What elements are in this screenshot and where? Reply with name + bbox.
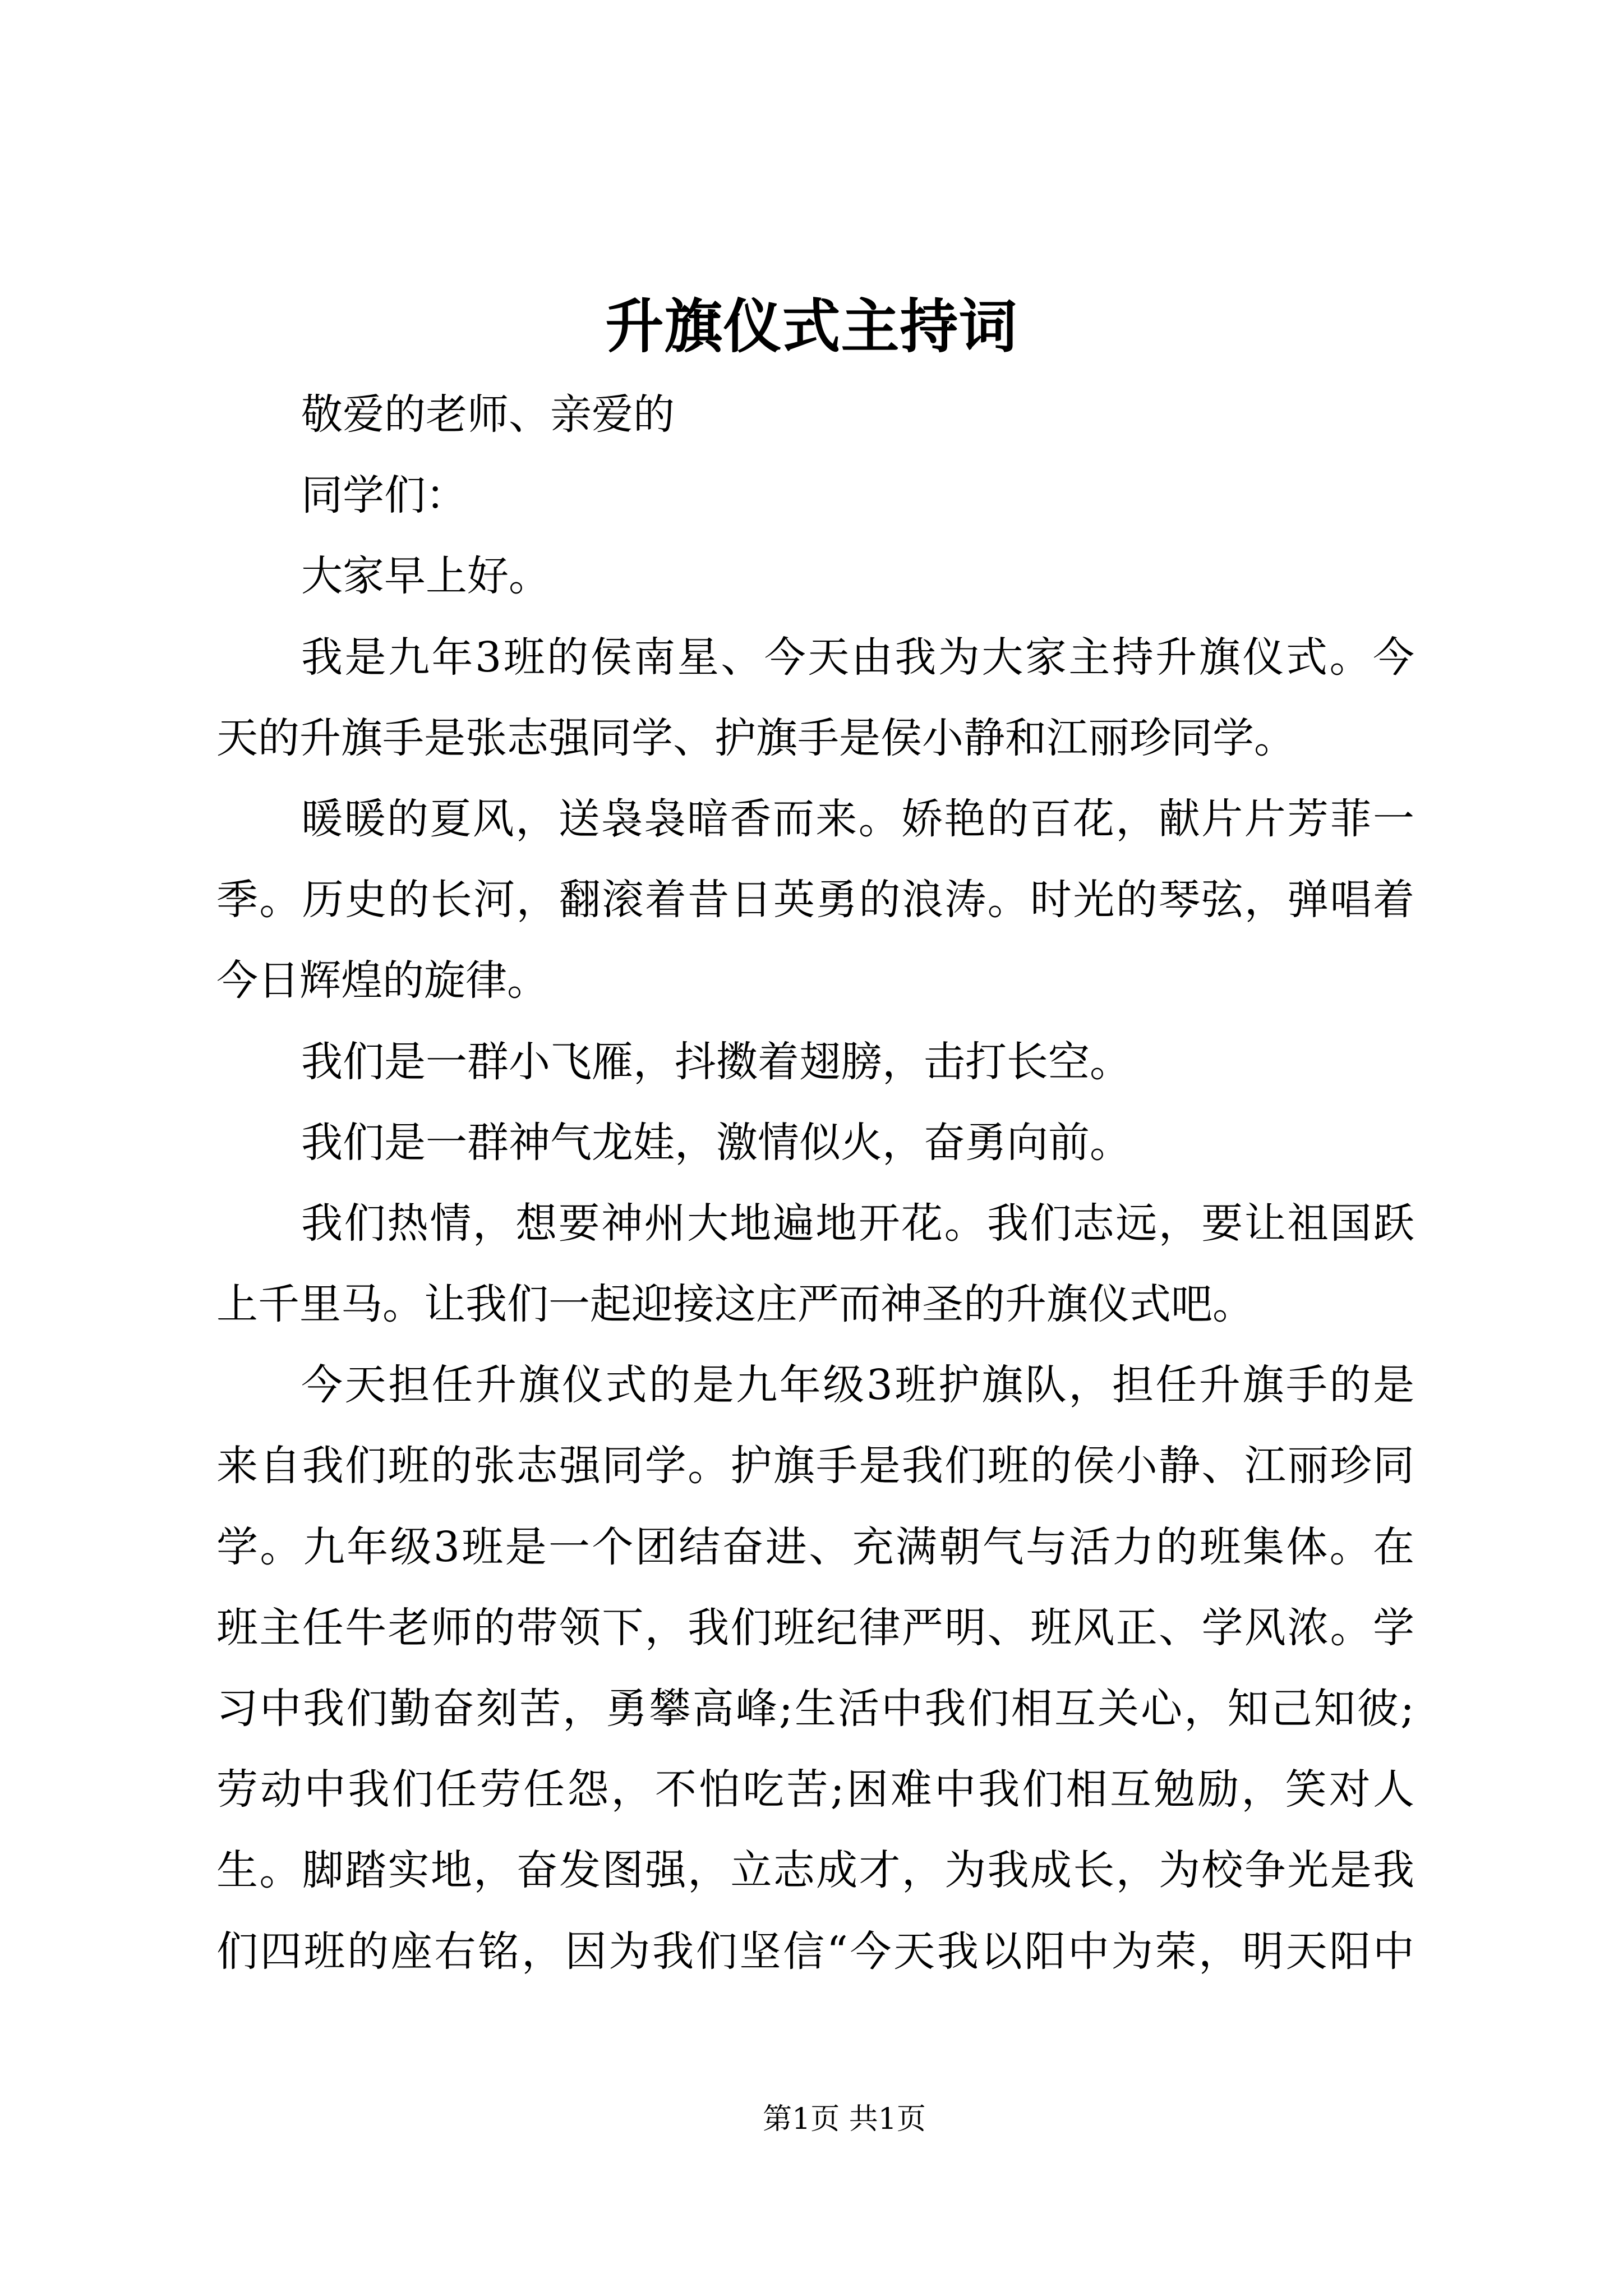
paragraph-line: 暖暖的夏风，送袅袅暗香而来。娇艳的百花，献片片芳菲一	[301, 794, 1414, 843]
paragraph-line: 大家早上好。	[301, 552, 550, 601]
document-title: 升旗仪式主持词	[605, 292, 1018, 361]
paragraph-line: 们四班的座右铭，因为我们坚信“今天我以阳中为荣，明天阳中	[216, 1927, 1414, 1976]
paragraph-line: 我是九年3班的侯南星、今天由我为大家主持升旗仪式。今	[301, 633, 1414, 682]
paragraph-line: 上千里马。让我们一起迎接这庄严而神圣的升旗仪式吧。	[216, 1280, 1254, 1329]
paragraph-line: 劳动中我们任劳任怨，不怕吃苦;困难中我们相互勉励，笑对人	[216, 1765, 1414, 1814]
paragraph-line: 今日辉煌的旋律。	[216, 956, 548, 1005]
paragraph	[216, 1183, 1414, 1345]
paragraph	[216, 536, 1414, 616]
paragraph-line: 生。脚踏实地，奋发图强，立志成才，为我成长，为校争光是我	[216, 1846, 1414, 1895]
paragraph	[216, 1345, 1414, 1992]
paragraph-line: 敬爱的老师、亲爱的	[301, 390, 675, 439]
paragraph-line: 我们是一群小飞雁，抖擞着翅膀，击打长空。	[301, 1037, 1131, 1086]
paragraph-line: 学。九年级3班是一个团结奋进、充满朝气与活力的班集体。在	[216, 1522, 1414, 1571]
paragraph-line: 我们是一群神气龙娃，激情似火，奋勇向前。	[301, 1118, 1131, 1167]
paragraph	[216, 1102, 1414, 1183]
paragraph-line: 今天担任升旗仪式的是九年级3班护旗队，担任升旗手的是	[301, 1361, 1414, 1410]
paragraph	[216, 455, 1414, 536]
paragraph-line: 季。历史的长河，翻滚着昔日英勇的浪涛。时光的琴弦，弹唱着	[216, 876, 1414, 924]
paragraph	[216, 779, 1414, 1022]
paragraph-line: 来自我们班的张志强同学。护旗手是我们班的侯小静、江丽珍同	[216, 1442, 1414, 1490]
paragraph-line: 同学们：	[301, 471, 467, 520]
paragraph	[216, 374, 1414, 455]
paragraph-line: 天的升旗手是张志强同学、护旗手是侯小静和江丽珍同学。	[216, 714, 1295, 762]
paragraph-line: 习中我们勤奋刻苦，勇攀高峰;生活中我们相互关心，知己知彼;	[216, 1685, 1414, 1733]
document-body	[216, 374, 1414, 1992]
paragraph	[216, 1022, 1414, 1102]
paragraph-line: 班主任牛老师的带领下，我们班纪律严明、班风正、学风浓。学	[216, 1603, 1414, 1652]
paragraph	[216, 617, 1414, 779]
page-number-footer: 第1页 共1页	[763, 2102, 926, 2136]
paragraph-line: 我们热情，想要神州大地遍地开花。我们志远，要让祖国跃	[301, 1199, 1414, 1248]
